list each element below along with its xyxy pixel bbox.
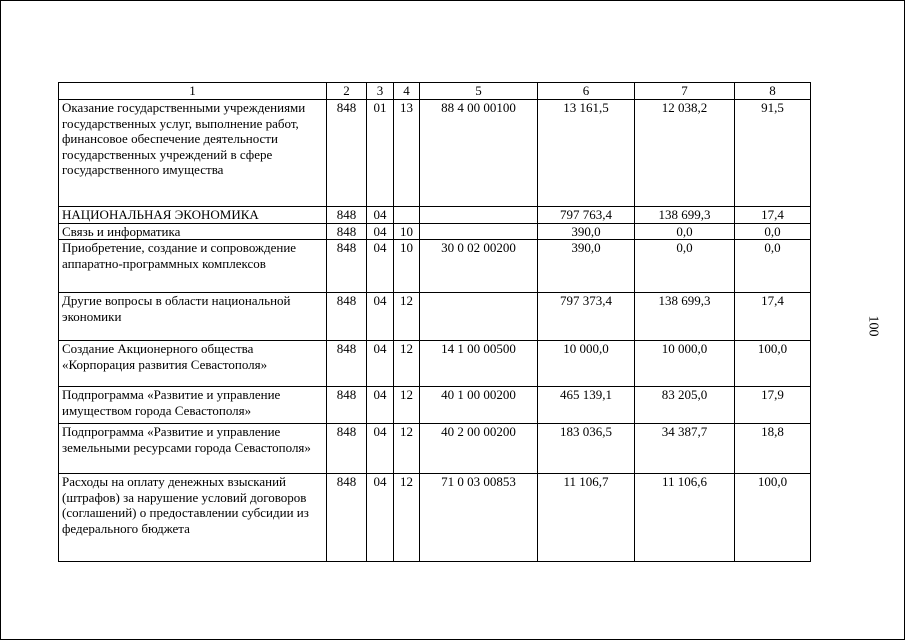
row-plan: 390,0 — [538, 223, 635, 240]
header-cell: 8 — [735, 83, 811, 100]
table-row — [59, 240, 811, 293]
row-name: Расходы на оплату денежных взысканий (штрафов) за нарушение условий договоров (соглашений) о предоставлении субсидии из федерального бюджета — [59, 474, 327, 562]
row-ved: 848 — [327, 293, 367, 341]
table-row — [59, 341, 811, 387]
header-cell: 4 — [394, 83, 420, 100]
row-rz: 04 — [367, 293, 394, 341]
row-rz: 04 — [367, 387, 394, 424]
row-fact: 138 699,3 — [635, 293, 735, 341]
row-rz: 04 — [367, 207, 394, 224]
row-fact: 11 106,6 — [635, 474, 735, 562]
row-name: Связь и информатика — [59, 223, 327, 240]
header-cell: 7 — [635, 83, 735, 100]
row-pct: 100,0 — [735, 474, 811, 562]
row-name: Подпрограмма «Развитие и управление земельными ресурсами города Севастополя» — [59, 424, 327, 474]
row-pct: 17,4 — [735, 207, 811, 224]
row-pct: 0,0 — [735, 223, 811, 240]
header-cell: 2 — [327, 83, 367, 100]
row-fact: 83 205,0 — [635, 387, 735, 424]
row-rz: 04 — [367, 223, 394, 240]
header-cell: 6 — [538, 83, 635, 100]
row-plan: 13 161,5 — [538, 100, 635, 207]
row-ved: 848 — [327, 474, 367, 562]
row-pr: 12 — [394, 387, 420, 424]
row-name: Приобретение, создание и сопровождение аппаратно-программных комплексов — [59, 240, 327, 293]
row-pr — [394, 207, 420, 224]
budget-table — [58, 82, 811, 562]
header-cell: 1 — [59, 83, 327, 100]
row-csr: 88 4 00 00100 — [420, 100, 538, 207]
row-csr: 40 2 00 00200 — [420, 424, 538, 474]
row-csr: 40 1 00 00200 — [420, 387, 538, 424]
row-pr: 12 — [394, 293, 420, 341]
row-name: Оказание государственными учреждениями государственных услуг, выполнение работ, финансовое обеспечение деятельности государственных учреждений в сфере государственного имущества — [59, 100, 327, 207]
header-row — [59, 83, 811, 100]
row-rz: 01 — [367, 100, 394, 207]
header-cell: 5 — [420, 83, 538, 100]
row-ved: 848 — [327, 207, 367, 224]
row-fact: 0,0 — [635, 223, 735, 240]
row-name: Создание Акционерного общества «Корпорация развития Севастополя» — [59, 341, 327, 387]
row-fact: 10 000,0 — [635, 341, 735, 387]
table-row — [59, 474, 811, 562]
row-fact: 138 699,3 — [635, 207, 735, 224]
row-rz: 04 — [367, 474, 394, 562]
row-plan: 10 000,0 — [538, 341, 635, 387]
row-ved: 848 — [327, 240, 367, 293]
row-pr: 12 — [394, 424, 420, 474]
row-pr: 12 — [394, 474, 420, 562]
table-row — [59, 424, 811, 474]
row-fact: 12 038,2 — [635, 100, 735, 207]
row-csr: 30 0 02 00200 — [420, 240, 538, 293]
row-csr: 71 0 03 00853 — [420, 474, 538, 562]
row-pr: 13 — [394, 100, 420, 207]
row-plan: 183 036,5 — [538, 424, 635, 474]
row-ved: 848 — [327, 387, 367, 424]
page-number: 100 — [865, 315, 881, 337]
row-pct: 91,5 — [735, 100, 811, 207]
row-pr: 10 — [394, 223, 420, 240]
row-ved: 848 — [327, 341, 367, 387]
table-row — [59, 223, 811, 240]
row-rz: 04 — [367, 424, 394, 474]
row-rz: 04 — [367, 341, 394, 387]
row-pct: 17,4 — [735, 293, 811, 341]
table-row — [59, 100, 811, 207]
row-pct: 17,9 — [735, 387, 811, 424]
row-fact: 0,0 — [635, 240, 735, 293]
row-name: НАЦИОНАЛЬНАЯ ЭКОНОМИКА — [59, 207, 327, 224]
row-ved: 848 — [327, 223, 367, 240]
table-row — [59, 293, 811, 341]
row-plan: 797 373,4 — [538, 293, 635, 341]
row-pr: 10 — [394, 240, 420, 293]
row-csr — [420, 293, 538, 341]
row-ved: 848 — [327, 424, 367, 474]
row-plan: 797 763,4 — [538, 207, 635, 224]
header-cell: 3 — [367, 83, 394, 100]
row-csr — [420, 223, 538, 240]
row-plan: 465 139,1 — [538, 387, 635, 424]
row-name: Подпрограмма «Развитие и управление имуществом города Севастополя» — [59, 387, 327, 424]
row-pct: 0,0 — [735, 240, 811, 293]
row-pct: 100,0 — [735, 341, 811, 387]
row-pct: 18,8 — [735, 424, 811, 474]
row-name: Другие вопросы в области национальной экономики — [59, 293, 327, 341]
row-fact: 34 387,7 — [635, 424, 735, 474]
row-pr: 12 — [394, 341, 420, 387]
table-row — [59, 207, 811, 224]
row-csr: 14 1 00 00500 — [420, 341, 538, 387]
row-rz: 04 — [367, 240, 394, 293]
table-row — [59, 387, 811, 424]
row-csr — [420, 207, 538, 224]
row-plan: 11 106,7 — [538, 474, 635, 562]
row-ved: 848 — [327, 100, 367, 207]
row-plan: 390,0 — [538, 240, 635, 293]
